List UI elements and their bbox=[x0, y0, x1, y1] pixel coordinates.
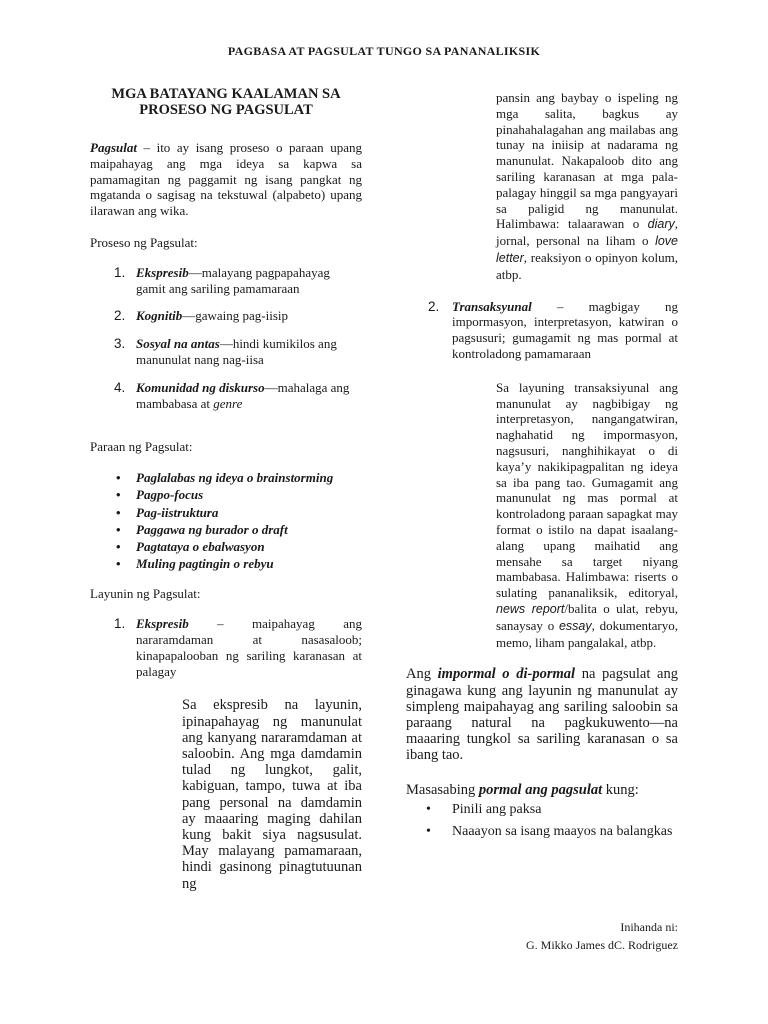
bullet-icon: • bbox=[116, 470, 121, 486]
paragraph-text: , dokumentaryo, memo, liham pangalakal, atbp. bbox=[496, 617, 679, 650]
paraan-item bbox=[90, 538, 362, 555]
pormal-item-text: Pinili ang paksa bbox=[452, 801, 542, 817]
bullet-icon: • bbox=[426, 823, 431, 839]
item-number: 1. bbox=[114, 264, 126, 280]
item-term: Sosyal na antas bbox=[136, 336, 220, 352]
layunin-list bbox=[90, 616, 362, 679]
continuation-text: , jornal, personal na liham o bbox=[496, 216, 678, 249]
footer-author: G. Mikko James dC. Rodriguez bbox=[526, 938, 678, 952]
item-text: —gawaing pag-iisip bbox=[182, 308, 289, 324]
item-text: – maipahayag ang nararamdaman at nasasaloob; kinapapalooban ng sariling karanasan at palagay bbox=[136, 616, 362, 679]
essay-term: essay bbox=[558, 618, 592, 633]
proseso-heading: Proseso ng Pagsulat: bbox=[90, 234, 198, 250]
page-header: PAGBASA AT PAGSULAT TUNGO SA PANANALIKSIK bbox=[227, 44, 541, 58]
line-text: kung: bbox=[602, 781, 639, 798]
item-text: – magbigay ng impormasyon, interpretasyon, katwiran o pagsusuri; gumagamit ng mas pormal at kontroladong pamamaraan bbox=[452, 298, 678, 361]
item-text: —malayang pagpapahayag gamit ang sariling pamamaraan bbox=[136, 264, 330, 296]
bullet-icon: • bbox=[116, 538, 121, 554]
item-term: Transaksyunal bbox=[452, 298, 532, 314]
item-tail: genre bbox=[213, 395, 243, 411]
impormal-term: impormal o di-pormal bbox=[437, 666, 576, 683]
item-text: —hindi kumikilos ang manunulat nang nag-iisa bbox=[136, 336, 337, 367]
definition-term: Pagsulat bbox=[90, 140, 137, 155]
layunin-heading: Layunin ng Pagsulat: bbox=[90, 586, 201, 602]
pagsulat-definition bbox=[90, 140, 362, 219]
masasabing-line bbox=[406, 782, 678, 798]
right-column bbox=[406, 90, 678, 846]
diary-term: diary bbox=[647, 217, 675, 232]
bullet-icon: • bbox=[426, 801, 431, 817]
line-text: Masasabing bbox=[406, 781, 479, 798]
definition-text: – ito ay isang proseso o paraan upang maipahayag ang mga ideya sa kapwa sa pamamagitan ng paggamit ng isang pangkat ng mgatanda o sagisag na tekstuwal (alpabeto) upang ilarawan ang wika. bbox=[90, 140, 362, 219]
section-title-line2: PROSESO NG PAGSULAT bbox=[139, 102, 313, 118]
section-title bbox=[90, 86, 362, 118]
paragraph-text: Sa layuning transaksiyunal ang manunulat ay nagbibigay ng interpretasyon, nangangatwiran, naghahatid ng impormasyon, nagsusuri, nanghihikayat o di kaya’y nakikipagpalitan ng ideya sa iba pang tao. Gumagamit ang manunulat ng mas pormal at kontroladong paraan sapagkat may format o istilo na dapat isaalang-alang upang maihatid ang mensahe sa target niyang mambabasa. Halimbawa: riserts o sulating pananaliksik, editoryal, bbox=[496, 379, 678, 601]
proseso-item bbox=[90, 308, 362, 324]
paraan-item bbox=[90, 521, 362, 538]
item-term: Komunidad ng diskurso bbox=[136, 379, 265, 395]
proseso-list bbox=[90, 265, 362, 412]
paraan-item-text: Pagpo-focus bbox=[136, 487, 204, 503]
pormal-list bbox=[406, 802, 678, 840]
proseso-item bbox=[90, 265, 362, 297]
bullet-icon: • bbox=[116, 556, 121, 572]
impormal-paragraph bbox=[406, 666, 678, 763]
bullet-icon: • bbox=[116, 504, 121, 520]
left-column bbox=[90, 86, 362, 892]
item-term: Ekspresib bbox=[136, 264, 189, 280]
paragraph-text: Ang bbox=[406, 666, 438, 683]
paraan-item-text: Muling pagtingin o rebyu bbox=[136, 556, 274, 572]
paraan-item bbox=[90, 555, 362, 572]
item-number: 2. bbox=[114, 308, 126, 324]
item-term: Kognitib bbox=[136, 308, 183, 324]
news-report-term: news report bbox=[496, 601, 565, 616]
bullet-icon: • bbox=[116, 521, 121, 537]
paraan-item-text: Paggawa ng burador o draft bbox=[136, 521, 288, 537]
layunin-item-2 bbox=[406, 299, 678, 362]
item-text: —mahalaga ang mambabasa at bbox=[136, 379, 350, 411]
layunin-item bbox=[90, 616, 362, 679]
proseso-item bbox=[90, 336, 362, 368]
continuation-text: pansin ang baybay o ispeling ng mga salita, bagkus ay pinahahalagahan ang mailabas ang tunay na iniisip at nadarama ng manunulat. Nakapaloob dito ang sariling karanasan at mga pala-palagay hinggil sa mga pangyayari sa paligid ng manunulat. Halimbawa: talaarawan o bbox=[496, 90, 678, 232]
item-number: 3. bbox=[114, 336, 126, 352]
footer-prepared-by: Inihanda ni: bbox=[620, 920, 678, 934]
pormal-item bbox=[406, 802, 678, 818]
pormal-term: pormal ang pagsulat bbox=[478, 781, 603, 798]
paraan-item bbox=[90, 504, 362, 521]
paragraph-text: na pagsulat ang ginagawa kung ang layunin ng manunulat ay simpleng maipahayag ang sariling saloobin sa paraang natural na pagkukuwento—na maaaring tungkol sa sariling karanasan o sa ibang tao. bbox=[406, 666, 678, 764]
ekspresib-paragraph: Sa ekspresib na layunin, ipinapahayag ng manunulat ang kanyang nararamdaman at saloobin. Ang mga damdamin tulad ng lungkot, galit, kabiguan, tampo, tuwa at iba pang personal na damdamin ay maaaring maging dahilan kung bakit siya nagsusulat. May malayang pamamaraan, hindi gasinong pinagtutuunan ng bbox=[182, 697, 362, 892]
footer bbox=[526, 918, 678, 954]
paraan-item-text: Paglalabas ng ideya o brainstorming bbox=[136, 470, 334, 486]
paraan-item-text: Pagtataya o ebalwasyon bbox=[136, 538, 265, 554]
transaksyunal-paragraph bbox=[496, 380, 678, 651]
ekspresib-continuation bbox=[496, 90, 678, 283]
item-number: 1. bbox=[114, 616, 126, 632]
pormal-item bbox=[406, 824, 678, 840]
pormal-item-text: Naaayon sa isang maayos na balangkas bbox=[452, 823, 673, 839]
paragraph-text: /balita o ulat, rebyu, sanaysay o bbox=[496, 600, 678, 633]
item-term: Ekspresib bbox=[136, 616, 189, 632]
proseso-item bbox=[90, 380, 362, 412]
paraan-item bbox=[90, 486, 362, 503]
continuation-text: , reaksiyon o opinyon kolum, atbp. bbox=[496, 249, 678, 282]
item-number: 4. bbox=[114, 379, 126, 395]
love-letter-term: love letter bbox=[496, 234, 678, 265]
item-number: 2. bbox=[428, 298, 440, 314]
bullet-icon: • bbox=[116, 487, 121, 503]
paraan-item bbox=[90, 469, 362, 486]
paraan-item-text: Pag-iistruktura bbox=[136, 504, 219, 520]
paraan-list bbox=[90, 469, 362, 572]
paraan-heading: Paraan ng Pagsulat: bbox=[90, 439, 193, 455]
section-title-line1: MGA BATAYANG KAALAMAN SA bbox=[111, 86, 341, 102]
